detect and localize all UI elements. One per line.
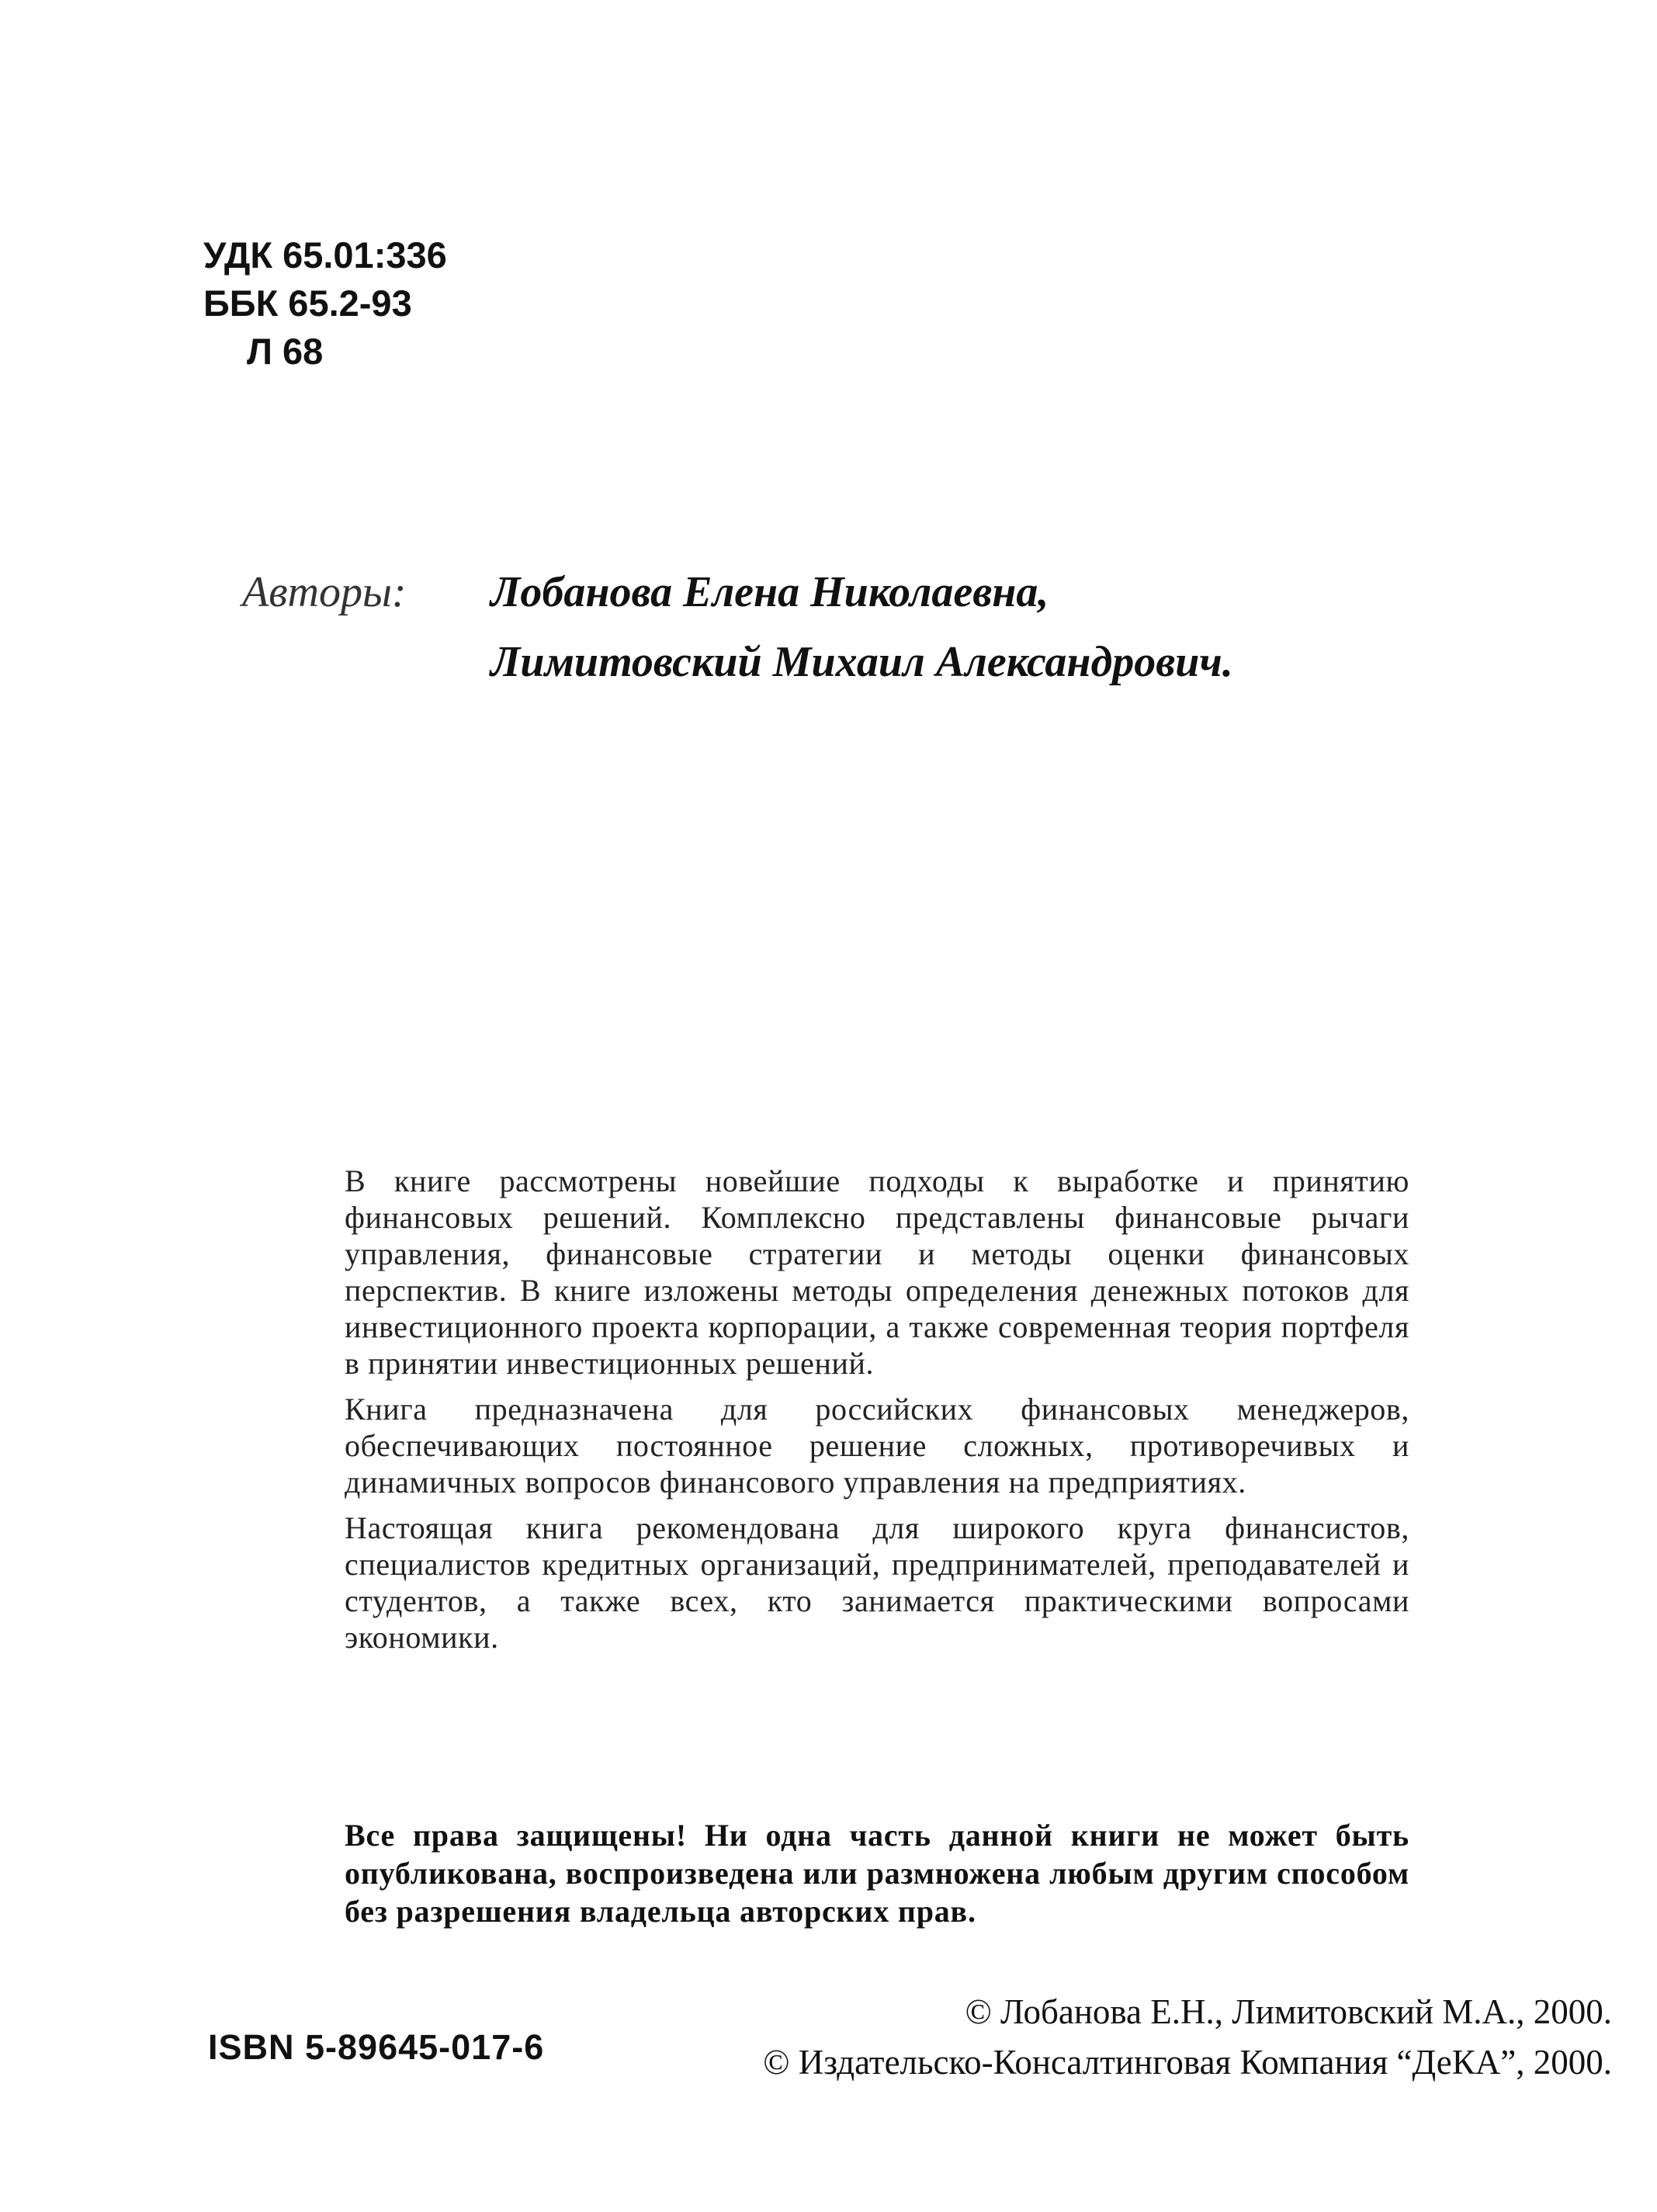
- bbk-code: ББК 65.2-93: [203, 283, 412, 324]
- udk-code: УДК 65.01:336: [203, 234, 447, 276]
- annotation-paragraph: Книга предназначена для российских финансовых менеджеров, обеспечивающих постоянное решение сложных, противоречивых и динамичных вопросов финансового управления на предприятиях.: [345, 1392, 1409, 1500]
- author-name: Лимитовский Михаил Александрович.: [491, 638, 1233, 686]
- rights-notice: Все права защищены! Ни одна часть данной книги не может быть опубликована, воспроизведена или размножена любым другим способом без разрешения владельца авторских прав.: [345, 1818, 1409, 1929]
- annotation-paragraph: Настоящая книга рекомендована для широкого круга финансистов, специалистов кредитных организаций, предпринимателей, преподавателей и студентов, а также всех, кто занимается практическими вопросами экономики.: [345, 1510, 1409, 1655]
- copyright-line: © Лобанова Е.Н., Лимитовский М.А., 2000.: [965, 1992, 1612, 2031]
- copyright-block: [763, 1987, 1612, 2088]
- authors-names: [491, 557, 1233, 697]
- annotation: [345, 1163, 1409, 1665]
- classification-block: [203, 231, 447, 376]
- author-name: Лобанова Елена Николаевна,: [491, 568, 1049, 616]
- author-mark: Л 68: [247, 331, 324, 372]
- authors-label: Авторы:: [242, 568, 407, 616]
- isbn: ISBN 5-89645-017-6: [208, 2027, 545, 2067]
- annotation-paragraph: В книге рассмотрены новейшие подходы к выработке и принятию финансовых решений. Комплексно представлены финансовые рычаги управления, финансовые стратегии и методы оценки финансовых перспектив. В книге изложены методы определения денежных потоков для инвестиционного проекта корпорации, а также современная теория портфеля в принятии инвестиционных решений.: [345, 1163, 1409, 1381]
- copyright-line: © Издательско-Консалтинговая Компания “ДеКА”, 2000.: [763, 2043, 1612, 2082]
